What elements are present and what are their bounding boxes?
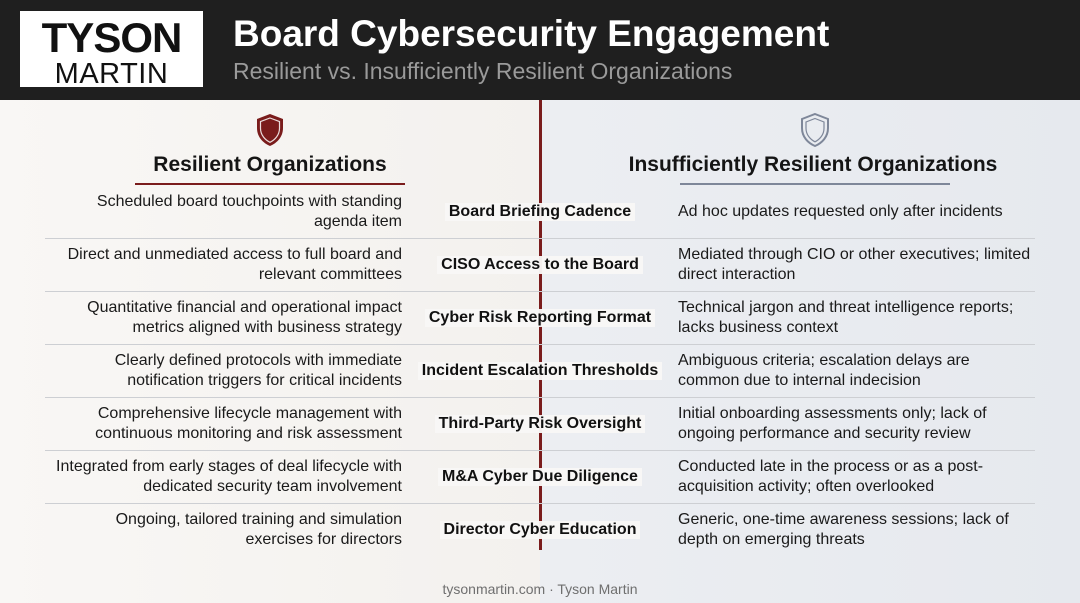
insufficient-cell: Technical jargon and threat intelligence reports; lacks business context (678, 299, 1014, 336)
table-row (45, 239, 1035, 292)
topic-cell (415, 186, 665, 238)
insufficient-heading-underline (680, 183, 950, 185)
resilient-cell: Scheduled board touchpoints with standing agenda item (96, 193, 402, 230)
topic-label: Cyber Risk Reporting Format (425, 309, 655, 327)
insufficient-cell: Initial onboarding assessments only; lack of ongoing performance and security review (678, 405, 987, 442)
table-row (45, 398, 1035, 451)
header-bar (0, 0, 1080, 100)
logo-line-2: MARTIN (54, 58, 169, 90)
table-row (45, 186, 1035, 239)
topic-cell (415, 239, 665, 291)
resilient-cell: Integrated from early stages of deal lifecycle with dedicated security team involvement (56, 458, 402, 495)
topic-cell (415, 345, 665, 397)
insufficient-heading: Insufficiently Resilient Organizations (628, 153, 998, 176)
insufficient-cell: Mediated through CIO or other executives; limited direct interaction (678, 246, 1031, 283)
tyson-martin-logo (20, 11, 203, 90)
resilient-cell: Comprehensive lifecycle management with continuous monitoring and risk assessment (95, 405, 402, 442)
topic-label: Third-Party Risk Oversight (435, 415, 646, 433)
topic-label: CISO Access to the Board (437, 256, 643, 274)
topic-cell (415, 292, 665, 344)
insufficient-cell: Generic, one-time awareness sessions; lack of depth on emerging threats (678, 511, 1009, 548)
resilient-cell: Direct and unmediated access to full board and relevant committees (67, 246, 402, 283)
shield-filled-icon (255, 113, 285, 147)
topic-label: Incident Escalation Thresholds (418, 362, 663, 380)
table-row (45, 451, 1035, 504)
logo-line-1: TYSON (41, 14, 182, 61)
resilient-heading: Resilient Organizations (153, 153, 387, 176)
topic-cell (415, 398, 665, 450)
page-title: Board Cybersecurity Engagement (233, 13, 830, 54)
resilient-cell: Ongoing, tailored training and simulation exercises for directors (115, 511, 402, 548)
footer-credit: tysonmartin.com · Tyson Martin (442, 581, 638, 597)
shield-outline-icon (800, 113, 830, 147)
table-row (45, 292, 1035, 345)
resilient-cell: Clearly defined protocols with immediate notification triggers for critical incidents (114, 352, 402, 389)
topic-cell (415, 451, 665, 503)
table-row (45, 504, 1035, 557)
insufficient-cell: Ambiguous criteria; escalation delays are common due to internal indecision (678, 352, 970, 389)
topic-label: M&A Cyber Due Diligence (438, 468, 642, 486)
topic-label: Board Briefing Cadence (445, 203, 635, 221)
topic-label: Director Cyber Education (440, 521, 641, 539)
insufficient-cell: Conducted late in the process or as a post-acquisition activity; often overlooked (678, 458, 984, 495)
resilient-cell: Quantitative financial and operational impact metrics aligned with business strategy (87, 299, 402, 336)
table-row (45, 345, 1035, 398)
topic-cell (415, 504, 665, 556)
resilient-heading-underline (135, 183, 405, 185)
page-subtitle: Resilient vs. Insufficiently Resilient Organizations (233, 58, 733, 84)
insufficient-cell: Ad hoc updates requested only after incidents (678, 203, 1003, 220)
